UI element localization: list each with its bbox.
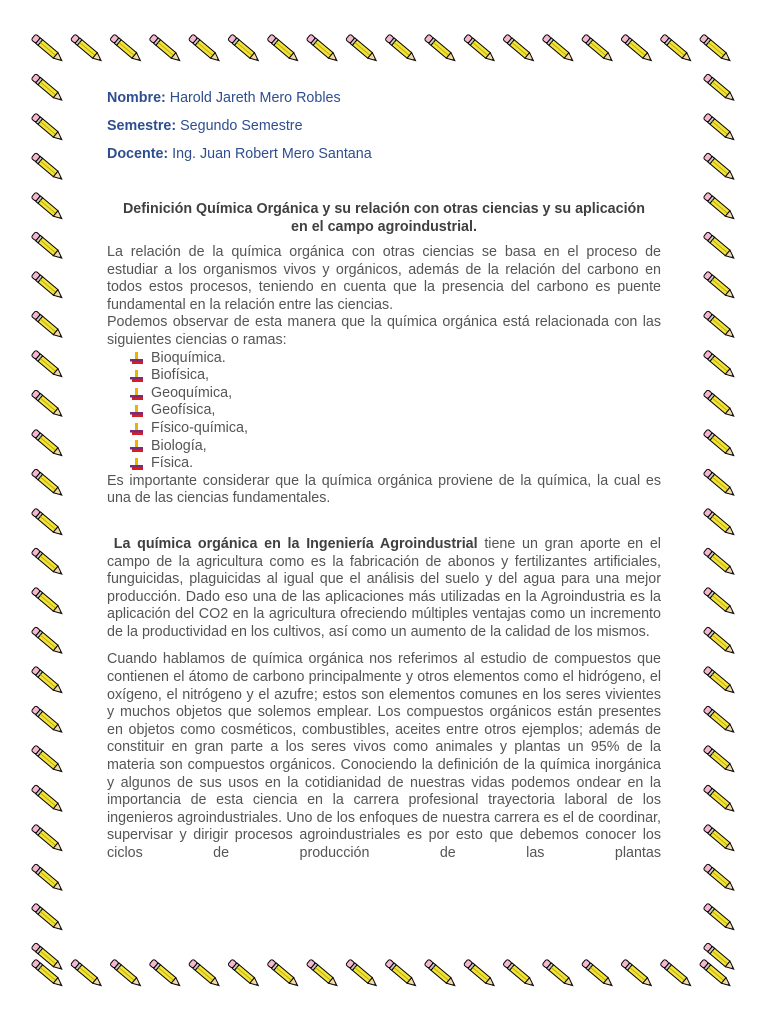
pencil-icon (703, 666, 736, 695)
pencil-icon (70, 34, 103, 63)
science-item (129, 420, 661, 438)
name-label: Nombre: (107, 90, 166, 106)
pencil-icon (703, 627, 736, 656)
bullet-icon (129, 351, 145, 365)
science-item-label: Geoquímica, (151, 384, 233, 401)
science-item-label: Física. (151, 455, 194, 472)
pencil-icon (542, 34, 575, 63)
pencil-icon (703, 508, 736, 537)
pencil-icon (31, 192, 64, 221)
pencil-icon (31, 548, 64, 577)
bullet-icon (129, 404, 145, 418)
pencil-icon (621, 959, 654, 988)
pencil-icon (703, 232, 736, 261)
science-item (129, 367, 661, 385)
pencil-icon (31, 271, 64, 300)
pencil-icon (703, 429, 736, 458)
title-line-2: en el campo agroindustrial. (291, 219, 477, 235)
pencil-icon (31, 706, 64, 735)
pencil-icon (31, 587, 64, 616)
pencil-icon (660, 959, 693, 988)
pencil-icon (703, 271, 736, 300)
pencil-icon (703, 785, 736, 814)
pencil-icon (703, 311, 736, 340)
pencil-icon (424, 34, 457, 63)
pencil-icon (703, 824, 736, 853)
pencil-icon (31, 864, 64, 893)
pencil-icon (385, 34, 418, 63)
pencil-icon (228, 959, 261, 988)
name-value: Harold Jareth Mero Robles (169, 90, 341, 106)
pencil-icon (110, 959, 143, 988)
semester-value: Segundo Semestre (180, 118, 303, 134)
pencil-icon (699, 959, 732, 988)
science-item (129, 385, 661, 403)
pencil-icon (31, 666, 64, 695)
pencil-icon (581, 34, 614, 63)
pencil-icon (31, 785, 64, 814)
pencil-icon (703, 153, 736, 182)
pencil-icon (31, 74, 64, 103)
title-line-1: Definición Química Orgánica y su relación con otras ciencias y su aplicación (122, 201, 646, 217)
pencil-icon (542, 959, 575, 988)
pencil-icon (267, 959, 300, 988)
organic-compounds-paragraph: Cuando hablamos de química orgánica nos referimos al estudio de compuestos que contienen el átomo de carbono principalmente y otros elementos como el hidrógeno, el oxígeno, el nitrógeno y el azufre; estos son elementos comunes en los seres vivientes y muchos objetos que solemos emplear. Los compuestos orgánicos están presentes en objetos como cosméticos, combustibles, aceites entre otros ejemplos; además de constituir en gran parte a los seres vivos como animales y plantas un 95% de la materia son compuestos orgánicos. Conociendo la definición de la química inorgánica y algunos de sus usos en la cotidianidad de nuestras vidas podemos ondear en la importancia de esta ciencia en la carrera profesional trayectoria laboral de los ingenieros agroindustriales. Uno de los enfoques de nuestra carrera es el de coordinar, supervisar y dirigir procesos agroindustriales es por esto que debemos conocer los ciclos de producción de las plantas (107, 651, 661, 861)
pencil-icon (31, 627, 64, 656)
pencil-icon (31, 390, 64, 419)
pencil-icon (149, 34, 182, 63)
name-line (107, 88, 661, 108)
agroindustrial-bold-lead: La química orgánica en la Ingeniería Agroindustrial (113, 535, 478, 552)
teacher-value: Ing. Juan Robert Mero Santana (172, 146, 372, 162)
semester-label: Semestre: (107, 118, 177, 134)
pencil-icon (503, 34, 536, 63)
pencil-icon (31, 34, 64, 63)
pencil-icon (31, 429, 64, 458)
pencil-icon (703, 390, 736, 419)
closing-paragraph: Es importante considerar que la química orgánica proviene de la química, la cual es una de las ciencias fundamentales. (107, 472, 661, 507)
pencil-icon (70, 959, 103, 988)
bullet-icon (129, 439, 145, 453)
pencil-icon (267, 34, 300, 63)
lead-paragraph: Podemos observar de esta manera que la química orgánica está relacionada con las siguientes ciencias o ramas: (107, 314, 661, 348)
document-title (107, 200, 661, 236)
science-item-label: Geofísica, (151, 402, 216, 419)
pencil-icon (660, 34, 693, 63)
bullet-icon (129, 422, 145, 436)
pencil-icon (463, 34, 496, 63)
bullet-icon (129, 457, 145, 471)
pencil-icon (703, 350, 736, 379)
pencil-icon (31, 153, 64, 182)
pencil-icon (503, 959, 536, 988)
science-item-label: Físico-química, (151, 419, 248, 436)
bullet-icon (129, 369, 145, 383)
intro-paragraph: La relación de la química orgánica con otras ciencias se basa en el proceso de estudiar a los organismos vivos y orgánicos, además de la relación del carbono en todos estos procesos, teniendo en cuenta que la presencia del carbono es puente fundamental en la relación entre las ciencias. (107, 244, 661, 313)
teacher-label: Docente: (107, 146, 169, 162)
pencil-icon (621, 34, 654, 63)
pencil-icon (703, 706, 736, 735)
pencil-icon (306, 959, 339, 988)
science-item-label: Biofísica, (151, 367, 210, 384)
pencil-icon (149, 959, 182, 988)
pencil-icon (581, 959, 614, 988)
agroindustrial-text: tiene un gran aporte en el campo de la agricultura como es la fabricación de abonos y fertilizantes artificiales, funguicidas, plaguicidas al igual que el análisis del suelo y del agua para una mejor producción. Dado eso una de las aplicaciones más utilizadas en la Agroindustria es la aplicación del CO2 en la agricultura ofreciendo múltiples ventajas como un incremento de la productividad en los cultivos, así como un aumento de la calidad de los mismos. (107, 535, 661, 640)
science-item (129, 350, 661, 368)
pencil-icon (31, 943, 64, 972)
pencil-icon (703, 864, 736, 893)
pencil-icon (31, 311, 64, 340)
pencil-icon (346, 959, 379, 988)
pencil-icon (703, 745, 736, 774)
pencil-icon (31, 745, 64, 774)
bullet-icon (129, 387, 145, 401)
pencil-icon (31, 232, 64, 261)
pencil-icon (110, 34, 143, 63)
pencil-icon (31, 959, 64, 988)
science-item (129, 455, 661, 473)
agroindustrial-paragraph (107, 536, 661, 642)
science-item-label: Biología, (151, 437, 207, 454)
pencil-icon (463, 959, 496, 988)
pencil-icon (703, 113, 736, 142)
document-body (107, 88, 661, 863)
pencil-icon (31, 469, 64, 498)
teacher-line (107, 144, 661, 164)
sciences-list (107, 350, 661, 473)
pencil-icon (31, 113, 64, 142)
pencil-icon (703, 943, 736, 972)
pencil-icon (346, 34, 379, 63)
pencil-icon (703, 548, 736, 577)
pencil-icon (31, 903, 64, 932)
science-item (129, 402, 661, 420)
pencil-icon (385, 959, 418, 988)
semester-line (107, 116, 661, 136)
pencil-icon (306, 34, 339, 63)
pencil-icon (31, 508, 64, 537)
pencil-icon (188, 34, 221, 63)
pencil-icon (703, 587, 736, 616)
pencil-icon (703, 74, 736, 103)
science-item-label: Bioquímica. (151, 349, 226, 366)
pencil-icon (699, 34, 732, 63)
pencil-icon (228, 34, 261, 63)
pencil-icon (31, 824, 64, 853)
pencil-icon (31, 350, 64, 379)
pencil-icon (703, 903, 736, 932)
science-item (129, 438, 661, 456)
pencil-icon (188, 959, 221, 988)
pencil-icon (703, 469, 736, 498)
pencil-icon (424, 959, 457, 988)
pencil-icon (703, 192, 736, 221)
